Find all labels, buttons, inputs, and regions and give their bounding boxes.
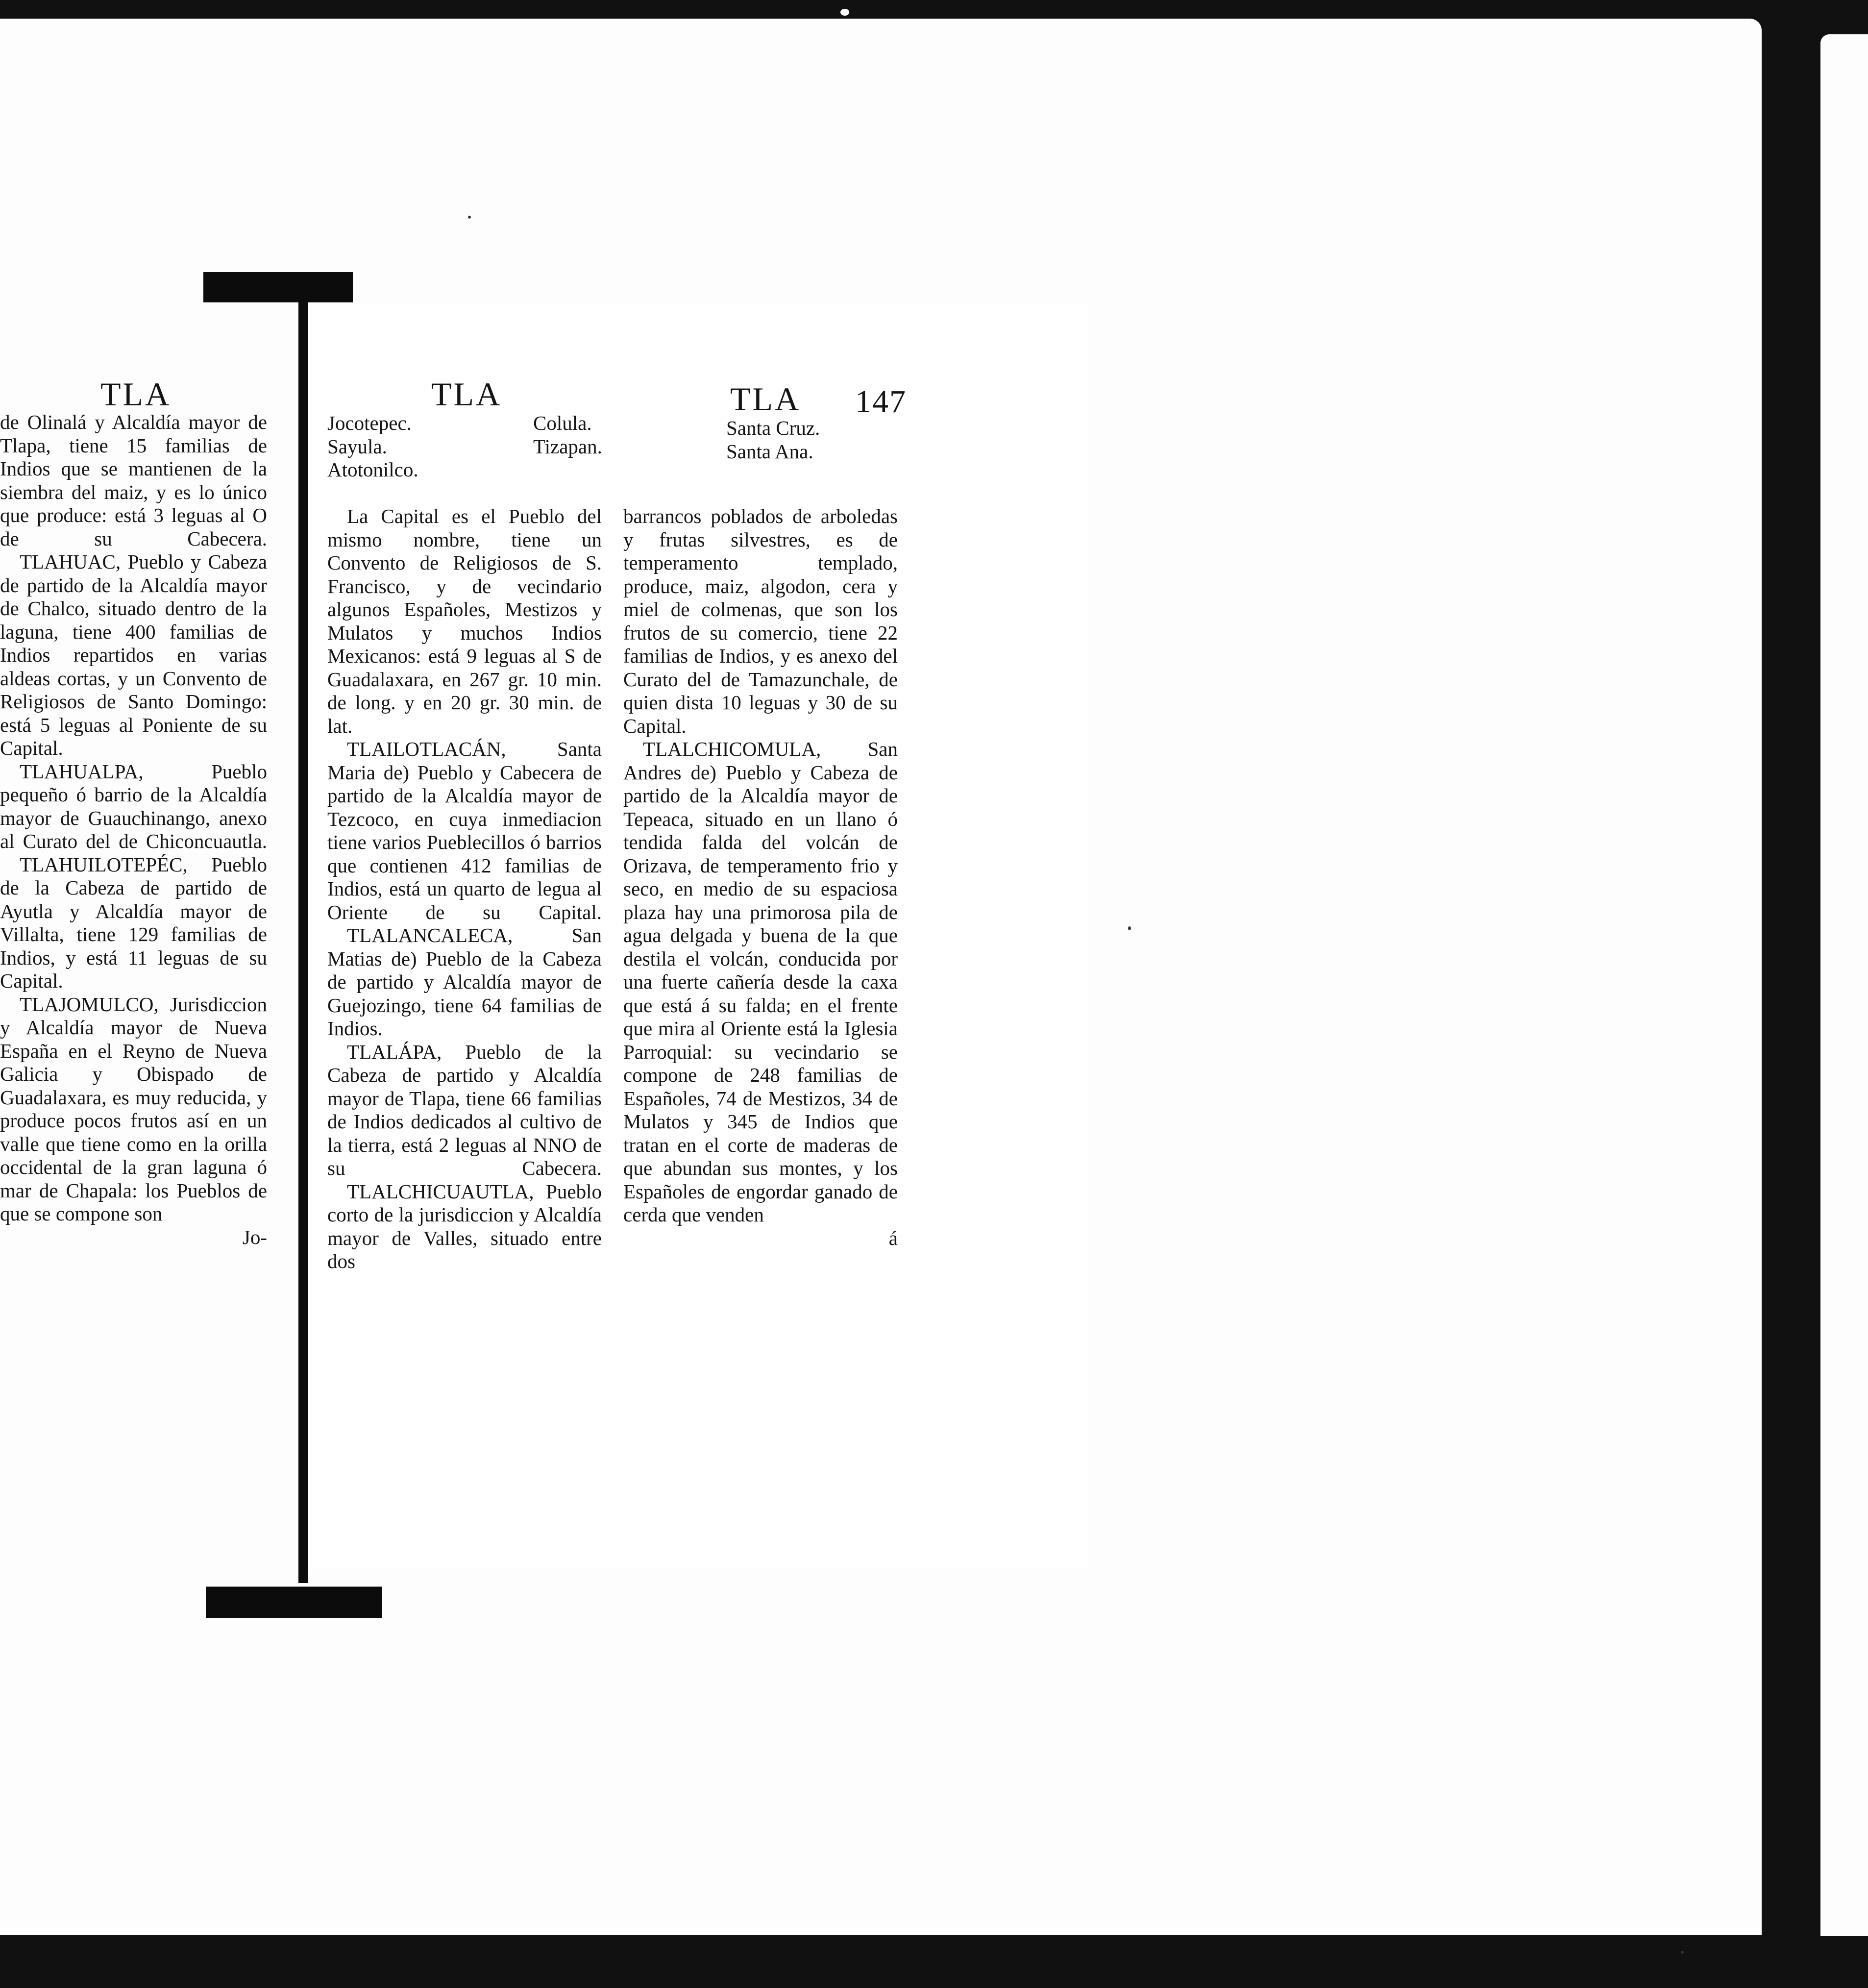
column-3 bbox=[623, 505, 898, 1250]
page-divider-vertical bbox=[298, 289, 308, 1583]
running-head-middle: TLA bbox=[431, 375, 502, 413]
entry-paragraph: TLAHUALPA, Pueblo pequeño ó barrio de la Alcaldía mayor de Guauchinango, anexo al Curato del de Chiconcuautla. bbox=[0, 760, 267, 852]
adjacent-page-edge bbox=[1820, 34, 1868, 1936]
place-item: Tizapan. bbox=[533, 435, 602, 458]
entry-paragraph: de Olinalá y Alcaldía mayor de Tlapa, tiene 15 familias de Indios que se mantienen de la siembra del maiz, y es lo único que produce: está 3 leguas al O de su Cabecera. bbox=[0, 411, 267, 550]
place-item: Santa Ana. bbox=[726, 440, 813, 463]
page-divider-top bbox=[203, 272, 353, 302]
entry-paragraph: TLAJOMULCO, Jurisdiccion y Alcaldía mayor de Nueva España en el Reyno de Nueva Galicia y Obispado de Guadalaxara, es muy reducida, y produce pocos frutos así en un valle que tiene como en la orilla occidental de la gran laguna ó mar de Chapala: los Pueblos de que se compone son bbox=[0, 993, 267, 1225]
entry-paragraph: TLALCHICOMULA, San Andres de) Pueblo y Cabeza de partido de la Alcaldía mayor de Tepeaca, situado en un llano ó tendida falda del volcán de Orizava, de temperamento frio y seco, en medio de su espaciosa plaza hay una primorosa pila de agua delgada y buena de la que destila el volcán, conducida por una fuerte cañería desde la caxa que está á su falda; en el frente que mira al Oriente está la Iglesia Parroquial: su vecindario se compone de 248 familias de Españoles, 74 de Mestizos, 34 de Mulatos y 345 de Indios que tratan en el corte de maderas de que abundan sus montes, y los Españoles de engordar ganado de cerda que venden bbox=[623, 738, 898, 1226]
entry-paragraph: TLAHUAC, Pueblo y Cabeza de partido de la Alcaldía mayor de Chalco, situado dentro de la laguna, tiene 400 familias de Indios repartidos en varias aldeas cortas, y un Convento de Religiosos de Santo Domingo: está 5 leguas al Poniente de su Capital. bbox=[0, 550, 267, 759]
entry-paragraph: TLALCHICUAUTLA, Pueblo corto de la jurisdiccion y Alcaldía mayor de Valles, situado entre dos bbox=[327, 1180, 602, 1272]
running-head-left: TLA bbox=[100, 375, 172, 413]
entry-paragraph: TLAILOTLACÁN, Santa Maria de) Pueblo y Cabecera de partido de la Alcaldía mayor de Tezcoco, en cuya inmediacion tiene varios Pueblecillos ó barrios que contienen 412 familias de Indios, está un quarto de legua al Oriente de su Capital. bbox=[327, 738, 602, 923]
place-item: Colula. bbox=[533, 412, 592, 434]
catchword: á bbox=[888, 1226, 898, 1249]
entry-paragraph: TLAHUILOTEPÉC, Pueblo de la Cabeza de partido de Ayutla y Alcaldía mayor de Villalta, tiene 129 familias de Indios, y está 11 leguas de su Capital. bbox=[0, 853, 267, 992]
scan-mark bbox=[840, 9, 849, 16]
scan-speck bbox=[468, 216, 471, 219]
running-head-right: TLA bbox=[730, 380, 801, 418]
place-item: Santa Cruz. bbox=[726, 417, 820, 439]
entry-paragraph: barrancos poblados de arboledas y frutas silvestres, es de temperamento templado, produce, maiz, algodon, cera y miel de colmenas, que son los frutos de su comercio, tiene 22 familias de Indios, y es anexo del Curato del de Tamazunchale, de quien dista 10 leguas y 30 de su Capital. bbox=[623, 505, 898, 737]
place-list bbox=[327, 412, 641, 482]
catchword: Jo- bbox=[242, 1225, 267, 1248]
column-1 bbox=[0, 411, 267, 1249]
scan-speck bbox=[1128, 926, 1131, 930]
place-item: Jocotepec. bbox=[327, 412, 412, 434]
entry-paragraph: TLALANCALECA, San Matias de) Pueblo de la Cabeza de partido y Alcaldía mayor de Guejozingo, tiene 64 familias de Indios. bbox=[327, 924, 602, 1040]
entry-paragraph: TLALÁPA, Pueblo de la Cabeza de partido y Alcaldía mayor de Tlapa, tiene 66 familias de Indios dedicados al cultivo de la tierra, está 2 leguas al NNO de su Cabecera. bbox=[327, 1040, 602, 1179]
place-list-right bbox=[726, 417, 922, 463]
scan-speck bbox=[1681, 1951, 1684, 1954]
entry-paragraph: La Capital es el Pueblo del mismo nombre, tiene un Convento de Religiosos de S. Francisco, y de vecindario algunos Españoles, Mestizos y Mulatos y muchos Indios Mexicanos: está 9 leguas al S de Guadalaxara, en 267 gr. 10 min. de long. y en 20 gr. 30 min. de lat. bbox=[327, 505, 602, 737]
column-2 bbox=[327, 505, 602, 1273]
place-item: Atotonilco. bbox=[327, 458, 418, 481]
page-number: 147 bbox=[855, 384, 907, 420]
page-divider-bottom bbox=[206, 1587, 382, 1618]
place-item: Sayula. bbox=[327, 435, 387, 458]
